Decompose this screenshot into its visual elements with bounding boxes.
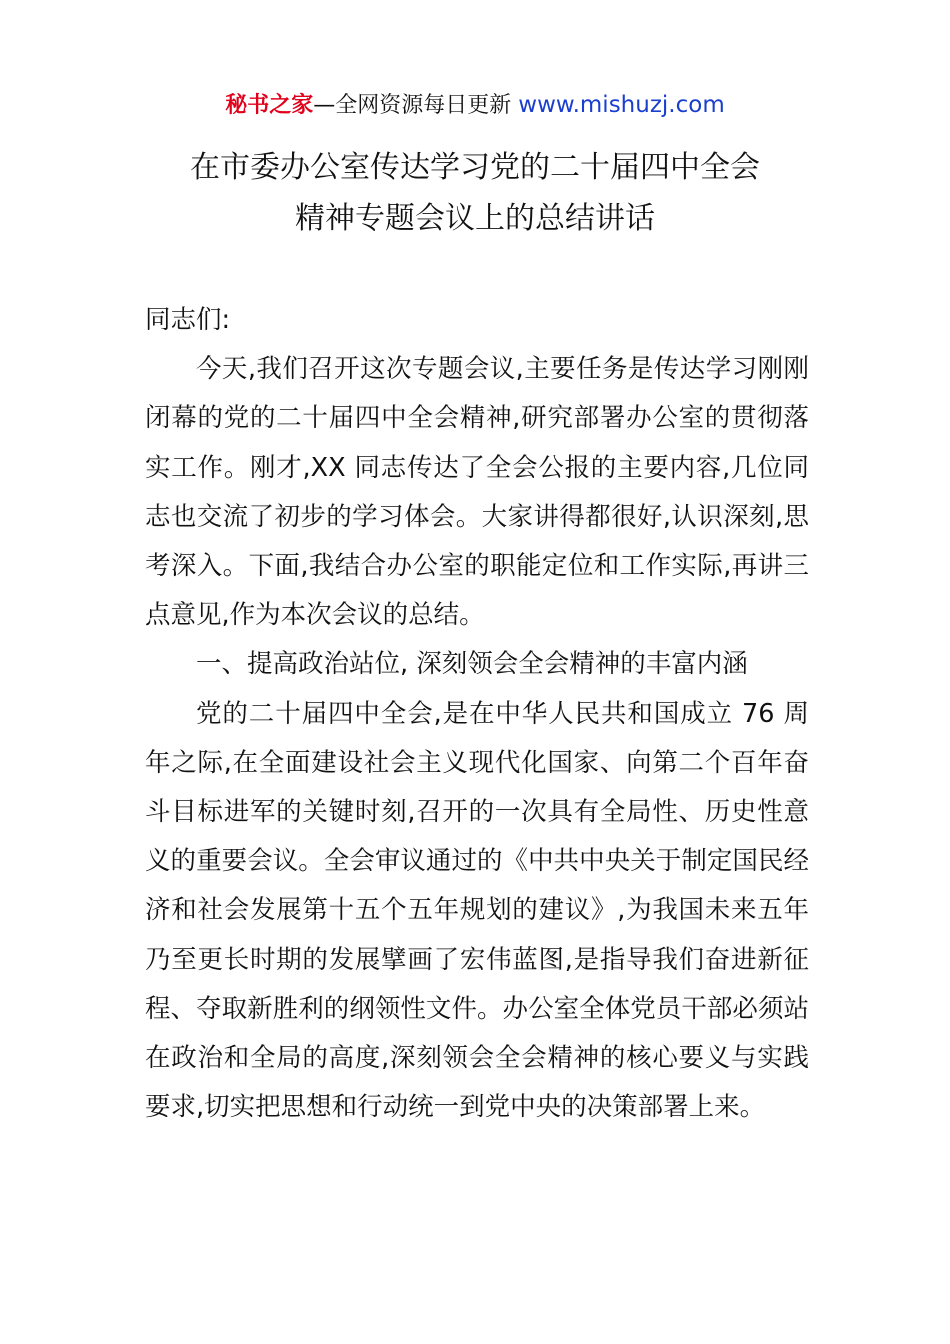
section-heading-1: 一、提高政治站位, 深刻领会全会精神的丰富内涵 — [196, 649, 748, 680]
header-slogan: —全网资源每日更新 — [313, 93, 519, 118]
body-paragraph: 党的二十届四中全会,是在中华人民共和国成立 76 周年之际,在全面建设社会主义现代化国家、向第二个百年奋斗目标进军的关键时刻,召开的一次具有全局性、历史性意义的重要会议。全会审议通过的《中共中央关于制定国民经济和社会发展第十五个五年规划的建议》,为我国未来五年乃至更长时期的发展擘画了宏伟蓝图,是指导我们奋进新征程、夺取新胜利的纲领性文件。办公室全体党员干部必须站在政治和全局的高度,深刻领会全会精神的核心要义与实践要求,切实把思想和行动统一到党中央的决策部署上来。 — [145, 698, 809, 1123]
document-body — [145, 296, 809, 1132]
salutation: 同志们: — [145, 305, 231, 335]
document-title-line-2: 精神专题会议上的总结讲话 — [295, 201, 655, 236]
site-header — [0, 88, 950, 123]
brand-name: 秘书之家 — [225, 93, 314, 118]
intro-paragraph: 今天,我们召开这次专题会议,主要任务是传达学习刚刚闭幕的党的二十届四中全会精神,研究部署办公室的贯彻落实工作。刚才,XX 同志传达了全会公报的主要内容,几位同志也交流了初步的学习体会。大家讲得都很好,认识深刻,思考深入。下面,我结合办公室的职能定位和工作实际,再讲三点意见,作为本次会议的总结。 — [145, 354, 809, 631]
document-title-line-1: 在市委办公室传达学习党的二十届四中全会 — [190, 150, 760, 185]
site-url-link[interactable]: www.mishuzj.com — [518, 92, 725, 118]
